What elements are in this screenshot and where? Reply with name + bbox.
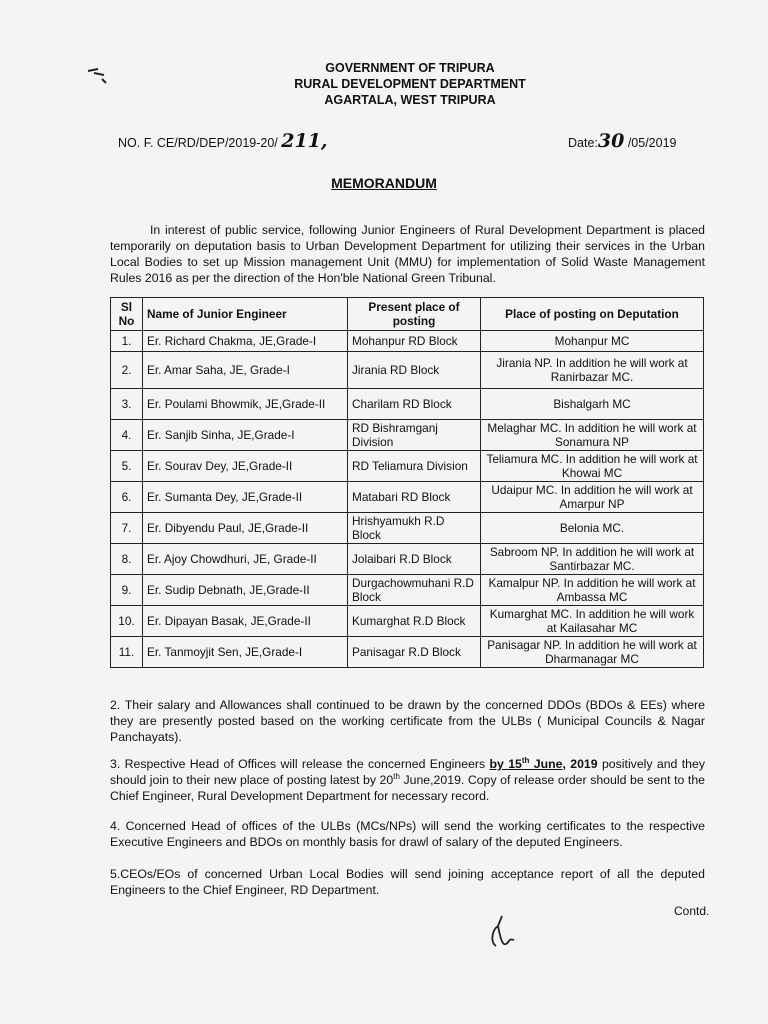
cell-present-posting: RD Teliamura Division [348,451,481,482]
continued-note: Contd. [674,904,710,918]
deadline-by: by 15 [489,757,522,771]
letterhead [230,60,590,108]
cell-engineer-name: Er. Richard Chakma, JE,Grade-I [143,331,348,352]
cell-deputation-posting: Udaipur MC. In addition he will work at Amarpur NP [481,482,704,513]
cell-engineer-name: Er. Sanjib Sinha, JE,Grade-I [143,420,348,451]
table-row [111,352,704,389]
paragraph-joining-report: 5.CEOs/EOs of concerned Urban Local Bodies will send joining acceptance report of all the deputed Engineers to the Chief Engineer, RD Department. [110,867,705,897]
reference-prefix: NO. F. CE/RD/DEP/2019-20/ [118,136,278,150]
table-row [111,482,704,513]
table-row [111,637,704,668]
release-text-3: June,2019. Copy of release order should be sent to the Chief Engineer, Rural Development Department for necessary record. [110,773,705,803]
date-day-handwritten: 30 [597,130,625,152]
cell-deputation-posting: Kumarghat MC. In addition he will work at Kailasahar MC [481,606,704,637]
cell-sl-no: 5. [111,451,143,482]
cell-engineer-name: Er. Sourav Dey, JE,Grade-II [143,451,348,482]
cell-engineer-name: Er. Sumanta Dey, JE,Grade-II [143,482,348,513]
cell-present-posting: Panisagar R.D Block [348,637,481,668]
table-row [111,544,704,575]
cell-deputation-posting: Bishalgarh MC [481,389,704,420]
cell-engineer-name: Er. Tanmoyjit Sen, JE,Grade-I [143,637,348,668]
date-rest: /05/2019 [627,136,677,150]
cell-engineer-name: Er. Ajoy Chowdhuri, JE, Grade-II [143,544,348,575]
cell-present-posting: Durgachowmuhani R.D Block [348,575,481,606]
cell-present-posting: Jirania RD Block [348,352,481,389]
reference-number [118,130,328,152]
cell-engineer-name: Er. Dipayan Basak, JE,Grade-II [143,606,348,637]
letterhead-location: AGARTALA, WEST TRIPURA [324,93,496,107]
cell-engineer-name: Er. Amar Saha, JE, Grade-I [143,352,348,389]
letterhead-department: RURAL DEVELOPMENT DEPARTMENT [294,77,526,91]
cell-deputation-posting: Mohanpur MC [481,331,704,352]
table-row [111,451,704,482]
cell-sl-no: 10. [111,606,143,637]
cell-present-posting: RD Bishramganj Division [348,420,481,451]
cell-engineer-name: Er. Sudip Debnath, JE,Grade-II [143,575,348,606]
memo-date [568,130,677,152]
date-label: Date: [568,136,598,150]
cell-sl-no: 3. [111,389,143,420]
cell-engineer-name: Er. Poulami Bhowmik, JE,Grade-II [143,389,348,420]
table-row [111,575,704,606]
deadline-year: , 2019 [562,757,598,771]
paragraph-release [110,756,705,804]
header-deputation-posting: Place of posting on Deputation [481,298,704,331]
header-sl-no: Sl No [111,298,143,331]
cell-deputation-posting: Jirania NP. In addition he will work at Ranirbazar MC. [481,352,704,389]
cell-deputation-posting: Panisagar NP. In addition he will work at Dharmanagar MC [481,637,704,668]
cell-present-posting: Hrishyamukh R.D Block [348,513,481,544]
cell-sl-no: 2. [111,352,143,389]
pen-mark-icon [84,63,110,85]
deadline-june: June [529,757,563,771]
cell-sl-no: 11. [111,637,143,668]
paragraph-intro: In interest of public service, following Junior Engineers of Rural Development Department is placed temporarily on deputation basis to Urban Development Department for utilizing their services in the Urban Local Bodies to set up Mission management Unit (MMU) for implementation of Solid Waste Management Rules 2016 as per the direction of the Hon'ble National Green Tribunal. [110,223,705,285]
cell-present-posting: Kumarghat R.D Block [348,606,481,637]
table-header-row [111,298,704,331]
paragraph-salary: 2. Their salary and Allowances shall continued to be drawn by the concerned DDOs (BDOs & EEs) where they are presently posted based on the working certificate from the ULBs ( Municipal Councils & Nagar Panchayats). [110,698,705,744]
cell-sl-no: 8. [111,544,143,575]
cell-deputation-posting: Teliamura MC. In addition he will work at Khowai MC [481,451,704,482]
deputation-table [110,297,704,668]
cell-sl-no: 7. [111,513,143,544]
cell-present-posting: Jolaibari R.D Block [348,544,481,575]
cell-sl-no: 6. [111,482,143,513]
memo-title: MEMORANDUM [331,175,437,191]
cell-present-posting: Mohanpur RD Block [348,331,481,352]
signature-icon [484,912,520,952]
table-row [111,389,704,420]
cell-sl-no: 4. [111,420,143,451]
cell-deputation-posting: Kamalpur NP. In addition he will work at Ambassa MC [481,575,704,606]
cell-sl-no: 1. [111,331,143,352]
release-text-1: 3. Respective Head of Offices will release the concerned Engineers [110,757,490,771]
table-row [111,606,704,637]
cell-present-posting: Charilam RD Block [348,389,481,420]
release-text-2: positively and they should join to their new place of posting latest by 20 [110,757,705,787]
cell-deputation-posting: Belonia MC. [481,513,704,544]
release-deadline [490,757,563,771]
header-present-posting: Present place of posting [348,298,481,331]
deadline-sup: th [521,755,530,765]
join-date-sup: th [393,771,400,781]
header-name: Name of Junior Engineer [143,298,348,331]
cell-present-posting: Matabari RD Block [348,482,481,513]
table-row [111,420,704,451]
table-row [111,331,704,352]
cell-sl-no: 9. [111,575,143,606]
cell-engineer-name: Er. Dibyendu Paul, JE,Grade-II [143,513,348,544]
cell-deputation-posting: Melaghar MC. In addition he will work at Sonamura NP [481,420,704,451]
letterhead-government: GOVERNMENT OF TRIPURA [325,61,495,75]
table-row [111,513,704,544]
paragraph-certificates: 4. Concerned Head of offices of the ULBs (MCs/NPs) will send the working certificates to the respective Executive Engineers and BDOs on monthly basis for drawl of salary of the deputed Engineers. [110,819,705,849]
reference-handwritten-number: 211, [281,130,328,152]
cell-deputation-posting: Sabroom NP. In addition he will work at Santirbazar MC. [481,544,704,575]
